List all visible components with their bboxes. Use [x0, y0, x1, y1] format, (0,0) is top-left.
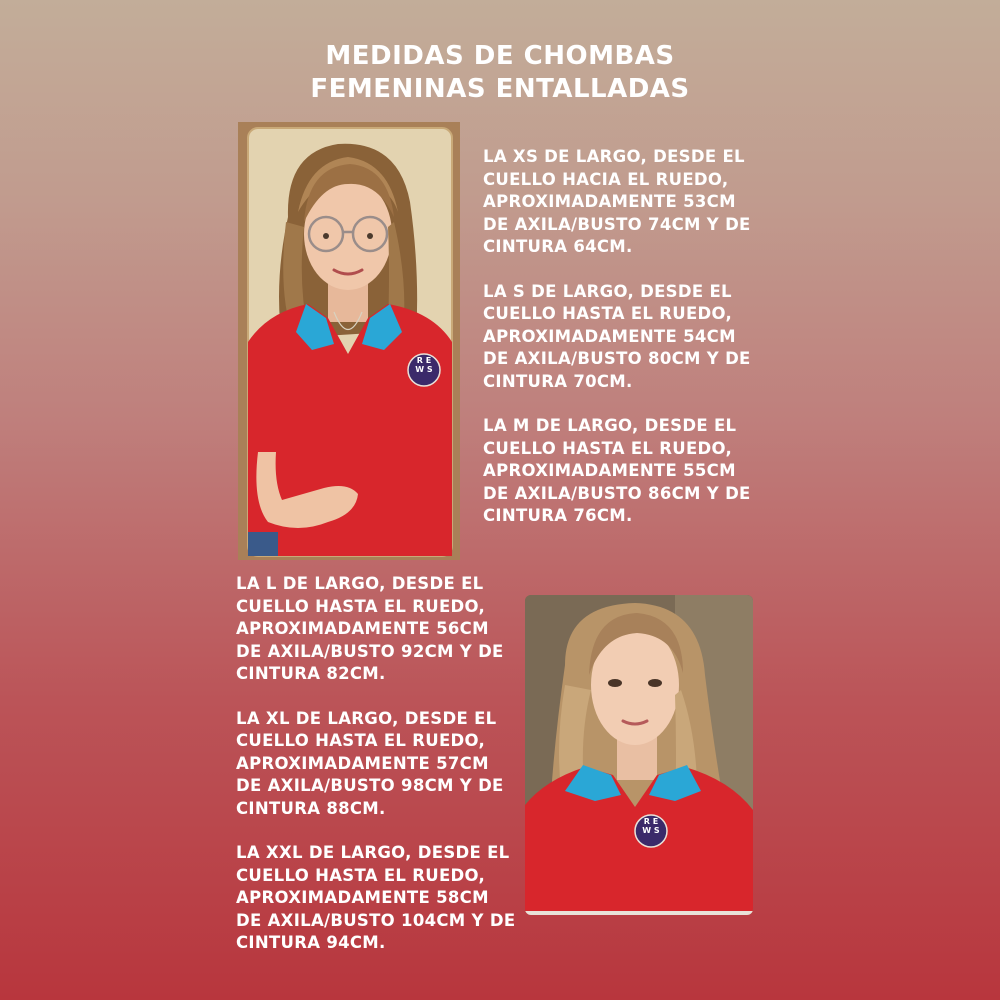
- logo-letter: S: [653, 826, 660, 835]
- logo-letter: R: [643, 817, 650, 826]
- text-line: DE AXILA/BUSTO 86CM Y DE: [483, 483, 751, 503]
- logo-badge-2: [635, 817, 667, 845]
- size-xl-description: [236, 708, 515, 821]
- text-line: CUELLO HASTA EL RUEDO,: [236, 865, 486, 885]
- text-line: APROXIMADAMENTE 56CM: [236, 619, 489, 638]
- text-line: DE AXILA/BUSTO 74CM Y DE: [483, 214, 751, 234]
- title-line-1: MEDIDAS DE CHOMBAS: [325, 41, 675, 71]
- model-photo-2-illustration: [525, 595, 753, 915]
- logo-letter: E: [652, 817, 659, 826]
- logo-letter: R: [416, 356, 423, 365]
- text-line: APROXIMADAMENTE 55CM: [483, 461, 736, 480]
- text-line: APROXIMADAMENTE 57CM: [236, 753, 489, 773]
- logo-letter: S: [426, 365, 433, 374]
- sizes-block-1: [483, 146, 751, 550]
- model-photo-1-illustration: [238, 122, 460, 560]
- logo-letter: E: [425, 356, 432, 365]
- title-line-2: FEMENINAS ENTALLADAS: [310, 74, 690, 104]
- text-line: LA XL DE LARGO, DESDE EL: [236, 708, 497, 728]
- page-title: [0, 40, 1000, 106]
- text-line: CINTURA 76CM.: [483, 506, 633, 525]
- text-line: CINTURA 94CM.: [236, 933, 386, 952]
- model-photo-1: [238, 122, 460, 560]
- text-line: CUELLO HASTA EL RUEDO,: [483, 438, 733, 458]
- size-m-description: [483, 415, 751, 528]
- text-line: CINTURA 64CM.: [483, 237, 633, 256]
- logo-letter: W: [642, 826, 652, 835]
- text-line: DE AXILA/BUSTO 92CM Y DE: [236, 641, 504, 661]
- size-xxl-description: [236, 842, 515, 955]
- size-xs-description: [483, 146, 751, 259]
- model-photo-2: [525, 595, 753, 915]
- logo-letter: W: [415, 365, 425, 374]
- text-line: CINTURA 70CM.: [483, 371, 633, 391]
- text-line: DE AXILA/BUSTO 98CM Y DE: [236, 776, 504, 795]
- sizes-block-2: [236, 573, 515, 977]
- size-s-description: [483, 281, 751, 394]
- text-line: CUELLO HASTA EL RUEDO,: [236, 596, 486, 616]
- text-line: LA XS DE LARGO, DESDE EL: [483, 147, 745, 166]
- text-line: LA S DE LARGO, DESDE EL: [483, 281, 732, 301]
- text-line: APROXIMADAMENTE 53CM: [483, 192, 736, 211]
- text-line: LA M DE LARGO, DESDE EL: [483, 416, 737, 435]
- text-line: DE AXILA/BUSTO 104CM Y DE: [236, 910, 516, 930]
- text-line: APROXIMADAMENTE 54CM: [483, 326, 736, 346]
- text-line: LA L DE LARGO, DESDE EL: [236, 574, 484, 593]
- text-line: CUELLO HACIA EL RUEDO,: [483, 169, 729, 189]
- text-line: LA XXL DE LARGO, DESDE EL: [236, 843, 510, 862]
- text-line: CUELLO HASTA EL RUEDO,: [236, 731, 486, 750]
- text-line: CUELLO HASTA EL RUEDO,: [483, 304, 733, 323]
- logo-badge-1: [408, 356, 440, 384]
- size-l-description: [236, 573, 515, 686]
- text-line: CINTURA 88CM.: [236, 798, 386, 818]
- text-line: DE AXILA/BUSTO 80CM Y DE: [483, 349, 751, 368]
- text-line: CINTURA 82CM.: [236, 664, 386, 683]
- text-line: APROXIMADAMENTE 58CM: [236, 888, 489, 907]
